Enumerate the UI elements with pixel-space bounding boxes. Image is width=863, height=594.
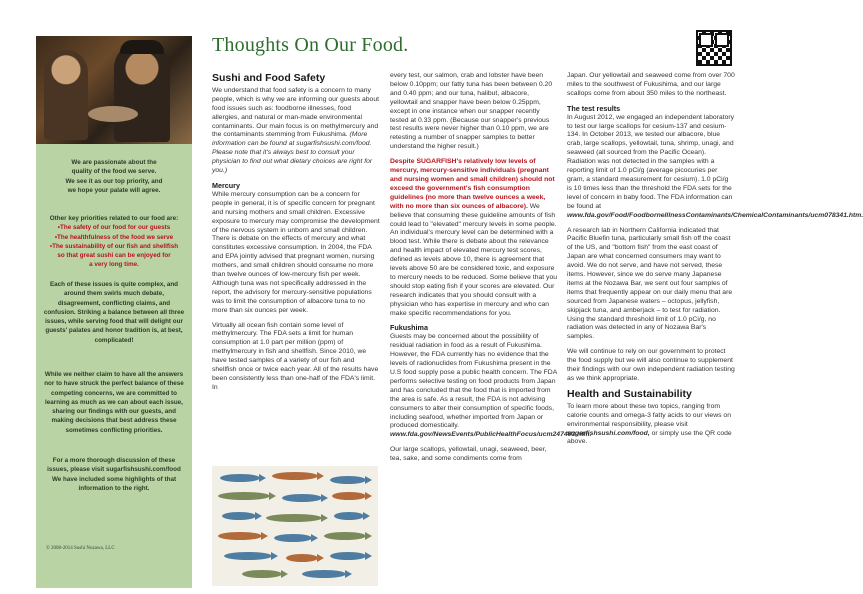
- chefs-photo: [36, 36, 192, 144]
- lab-testing-paragraph: In August 2012, we engaged an independent laboratory to test our large scallops for cesium-137 and cesium-134. In October 2013, we tested our albacore, blue crab, large scallops, yellowtail, tuna, shrimp, unagi, and seaweed (all sourced from the Pacific Ocean). Radiation was not detected in the samples with a reporting limit of 1.0 pCi/g (average picocuries per gram, a standard measurement for cesium). 1.0 pCi/g is 10 times less than the threshold the FDA sets for the level of concern in baby food. The FDA information can be found at www.fda.gov/Food/FoodborneIllnessContaminants/ChemicalContaminants/ucm078341.htm.: [567, 113, 863, 219]
- copyright: © 2008-2014 Sushi Nozawa, LLC: [46, 546, 115, 551]
- column-2: [390, 72, 592, 470]
- intro-text: We are passionate about the quality of the food we serve. We see it as our top priority, and we hope your palate will agree.: [65, 159, 163, 194]
- fukushima-paragraph: Guests may be concerned about the possibility of residual radiation in food as a result of Fukushima. However, the FDA currently has no evidence that the levels of radionuclides from Fukushima present in the U.S food supply pose a public health concern. The FDA performs selective testing on food products from Japan and has concluded that the food that is imported from the area is safe. As a result, the FDA is not advising consumers to alter their consumption of specific foods, including seafood, whether imported from Japan or produced domestically. www.fda.gov/NewsEvents/PublicHealthFocus/ucm247403.htm.: [390, 333, 592, 439]
- test-results-heading: The test results: [567, 103, 621, 113]
- health-sustainability-heading: Health and Sustainability: [567, 387, 692, 400]
- sidebar-panel: [36, 36, 192, 588]
- japan-sourcing-paragraph: Japan. Our yellowtail and seaweed come from over 700 miles to the southwest of Fukushima, and our large scallops come from about 350 miles to the northeast.: [567, 72, 735, 97]
- guideline-paragraph: Despite SUGARFISH's relatively low levels of mercury, mercury-sensitive individuals (pregnant and nursing women and small children) should not exceed the government's fish consumption guidelines (no more than twelve ounces a week, with no more than six ounces of albacore). We believe that consuming these guideline amounts of fish could lead to "elevated" mercury levels in some people. An individual's mercury level can be determined with a blood test. While there is debate about the relevance and health impact of elevated mercury test scores, defined as levels above 10, there is agreement that levels above 50 are be considered toxic, and exposure to mercury needs to be reduced. Some believe that you should stop eating fish if your scores are elevated. Our research indicates that you should consult with a physician who has expertise in mercury and who can make specific recommendations for you.: [390, 158, 557, 317]
- sushi-food-safety-heading: Sushi and Food Safety: [212, 72, 326, 84]
- mercury-paragraph: While mercury consumption can be a concern for people in general, it is of specific concern for pregnant and nursing mothers and small children. Excessive exposure to mercury may compromise the development of the nervous system in unborn and small children. There is debate on the effects of mercury and what constitutes excessive consumption. In 2004, the FDA and EPA jointly advised that pregnant women, nursing mothers, and small children should consume no more than twelve ounces of low-mercury fish per week. Although tuna was not specifically addressed in the report, the advisory for mercury-sensitive populations was to limit the consumption of albacore tuna to no more than six ounces per week.: [212, 190, 380, 314]
- learn-more-paragraph: To learn more about these two topics, ranging from calorie counts and omega-3 fatty acids to our views on environmental responsibility, please visit sugarfishsushi.com/food, or simply use the QR code above.: [567, 402, 732, 446]
- issues-paragraph: Each of these issues is quite complex, and around them swirls much debate, disagreement, conflicting claims, and confusion. Striking a balance between all three issues, while serving food that will delight our guests' palates and honor tradition is, at best, complicated!: [43, 281, 185, 344]
- column-1: [212, 74, 380, 399]
- mercury-heading: Mercury: [212, 180, 240, 190]
- sugarfish-food-link[interactable]: sugarfishsushi.com/food,: [567, 429, 650, 437]
- page-title: Thoughts On Our Food.: [212, 34, 409, 56]
- methylmercury-paragraph: Virtually all ocean fish contain some level of methylmercury. The FDA sets a limit for human consumption at 1.0 part per million (ppm) of methylmercury in fish and shellfish. Since 2010, we have tested samples of a variety of our fish and shellfish once or twice each year. All of the results have been consistently less than one-half of the FDA's limit. In: [212, 321, 379, 391]
- test-results-paragraph: every test, our salmon, crab and lobster have been below 0.10ppm; our fatty tuna has been between 0.20 and 0.40 ppm; and our tuna, halibut, albacore, yellowtail and snapper have been below 0.25ppm, except in one instance when our snapper recently tested at 0.33 ppm. (Because our snapper's previous test results were never higher than 0.10 ppm, we are retesting a number of snapper samples to better understand the higher result.): [390, 72, 553, 151]
- column-3: [567, 72, 863, 453]
- bluefin-paragraph: A research lab in Northern California indicated that Pacific Bluefin tuna, particularly small fish off the coast of the US, and "bottom fish" from the east coast of Japan are what concerned consumers may want to avoid. We do not serve, and have not served, these items. However, since we do serve many Japanese items at the Nozawa Bar, we sent out four samples of items that frequently appear on our daily menu that are sourced from Japanese waters – octopus, jellyfish, skipjack tuna, and amberjack – to test for radiation. Using the standard threshold limit of 1.0 pCi/g, no radiation was detected in any of Nozawa Bar's samples.: [567, 226, 733, 341]
- more-info-paragraph: For a more thorough discussion of these issues, please visit sugarfishsushi.com/food We have included some highlights of that information to the right.: [47, 457, 181, 492]
- fish-illustration: [212, 466, 378, 586]
- imports-paragraph: Our large scallops, yellowtail, unagi, seaweed, beer, tea, sake, and some condiments come from: [390, 446, 547, 463]
- fda-news-link[interactable]: www.fda.gov/NewsEvents/PublicHealthFocus/ucm247403.htm.: [390, 431, 592, 439]
- government-paragraph: We will continue to rely on our government to protect the food supply but we will also continue to supplement their findings with our own independent radiation testing as we think appropriate.: [567, 348, 735, 382]
- priorities-list: Other key priorities related to our food are: •The safety of our food for our guests •The healthfulness of the food we serve •The sustainability of our fish and shellfish so that great sushi can be enjoyed for a very long time.: [49, 215, 179, 269]
- claim-paragraph: While we neither claim to have all the answers nor to have struck the perfect balance of these competing concerns, we are committed to learning as much as we can about each issue, sharing our findings with our guests, and making decisions that best address these sometimes conflicting priorities.: [44, 371, 184, 434]
- fda-chemical-link[interactable]: www.fda.gov/Food/FoodborneIllnessContaminants/ChemicalContaminants/ucm078341.htm.: [567, 211, 863, 219]
- intro-paragraph: We understand that food safety is a concern to many people, which is why we are informing our guests about food issues such as: foodborne illnesses, food allergies, and natural or man-made environmental contaminants. Our main focus is on methylmercury and the contaminants stemming from Fukushima. (More information can be found at sugarfishsushi.com/food. Please note that it's always best to consult your physician to find out what dietary choices are right for you.): [212, 86, 379, 175]
- qr-code-icon[interactable]: [696, 30, 732, 66]
- fukushima-heading: Fukushima: [390, 323, 428, 333]
